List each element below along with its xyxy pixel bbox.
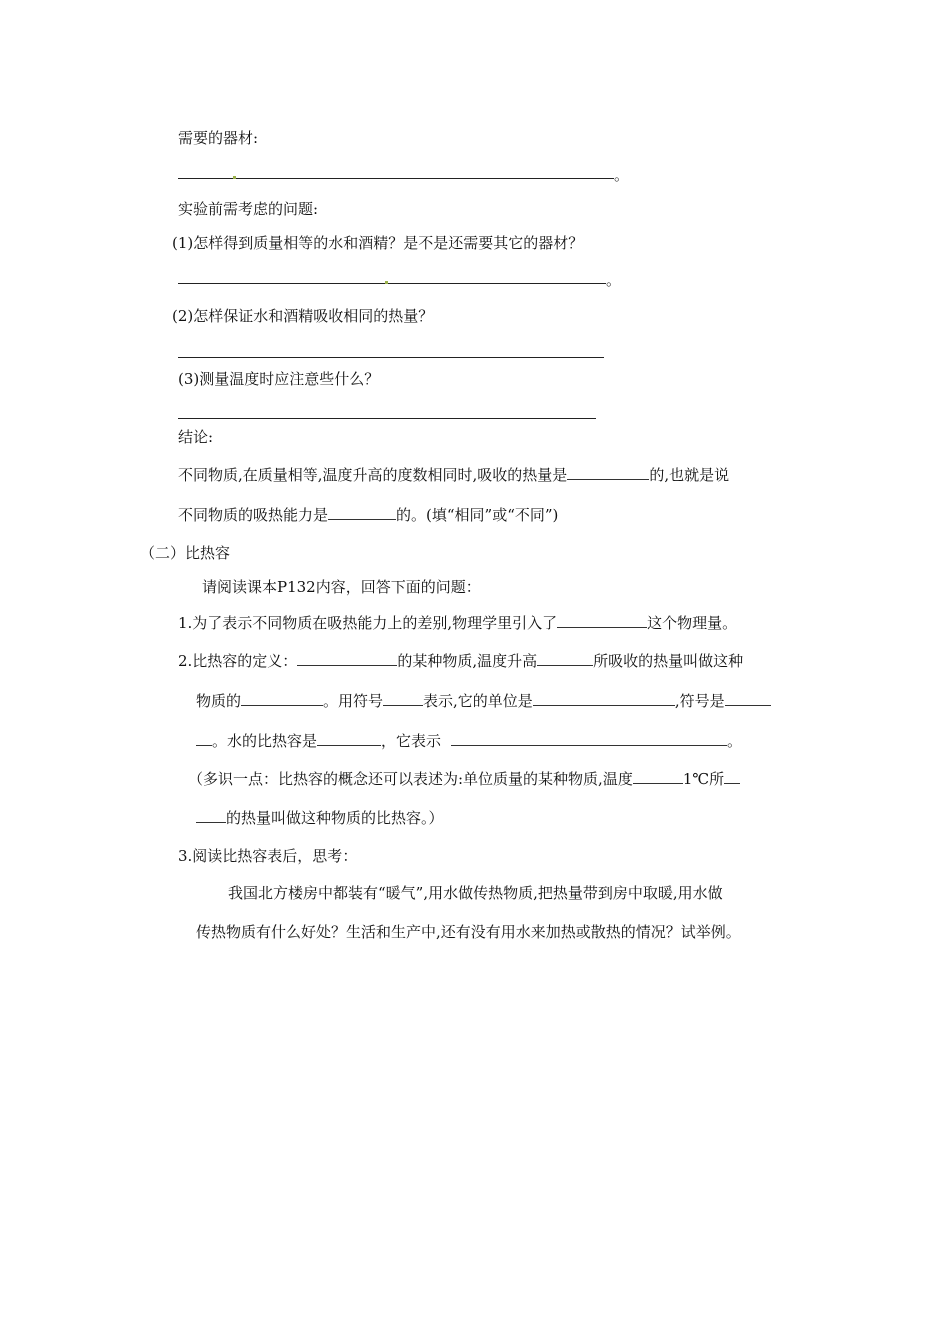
question-1: (1)怎样得到质量相等的水和酒精？是不是还需要其它的器材？ xyxy=(172,234,584,252)
item-2-text-3: 所吸收的热量叫做这种 xyxy=(593,652,744,670)
conclusion-text-3: 不同物质的吸热能力是 xyxy=(178,506,329,524)
item-2-line-3 xyxy=(196,731,742,751)
item-2-blank-6b[interactable] xyxy=(196,731,212,746)
conclusion-text-4: 的。(填“相同”或“不同”) xyxy=(396,506,559,524)
item-2-text-4: 物质的 xyxy=(196,692,242,710)
item-2-blank-4[interactable] xyxy=(383,691,423,706)
item-2-text-8: 。水的比热容是 xyxy=(212,732,318,750)
item-1-text-1: 1.为了表示不同物质在吸热能力上的差别,物理学里引入了 xyxy=(178,614,558,632)
equipment-answer-line[interactable] xyxy=(178,178,614,179)
item-2-blank-2[interactable] xyxy=(537,651,593,666)
item-2-blank-1[interactable] xyxy=(297,651,397,666)
conclusion-label: 结论: xyxy=(178,428,214,446)
item-3-heading: 3.阅读比热容表后，思考： xyxy=(178,847,358,865)
item-2-blank-3[interactable] xyxy=(241,691,323,706)
conclusion-line-1 xyxy=(178,465,729,485)
item-3-paragraph-line-2: 传热物质有什么好处？生活和生产中,还有没有用水来加热或散热的情况？试举例。 xyxy=(196,923,741,941)
item-2-text-6: 表示,它的单位是 xyxy=(423,692,533,710)
equipment-end: 。 xyxy=(614,166,630,184)
item-2-text-5: 。用符号 xyxy=(323,692,384,710)
question-3: (3)测量温度时应注意些什么？ xyxy=(178,370,380,388)
equipment-label: 需要的器材: xyxy=(178,129,259,147)
question-3-answer-line[interactable] xyxy=(178,418,596,419)
note-line-1 xyxy=(188,769,740,789)
note-blank-1[interactable] xyxy=(633,769,683,784)
item-2-text-2: 的某种物质,温度升高 xyxy=(397,652,538,670)
mark-dot xyxy=(385,281,388,284)
item-2-text-10: 。 xyxy=(727,732,743,750)
item-1-text-2: 这个物理量。 xyxy=(647,614,738,632)
section-heading: （二）比热容 xyxy=(140,544,231,562)
note-line-2 xyxy=(196,808,444,828)
note-blank-2[interactable] xyxy=(724,769,740,784)
question-2-answer-line[interactable] xyxy=(178,357,604,358)
item-2-blank-5[interactable] xyxy=(533,691,675,706)
question-1-end: 。 xyxy=(606,271,622,289)
conclusion-text-1: 不同物质,在质量相等,温度升高的度数相同时,吸收的热量是 xyxy=(178,466,568,484)
item-2-blank-6[interactable] xyxy=(725,691,771,706)
conclusion-text-2: 的,也就是说 xyxy=(649,466,730,484)
mark-dot xyxy=(233,176,236,179)
item-1-blank[interactable] xyxy=(557,613,647,628)
item-2-line-1 xyxy=(178,651,743,671)
item-2-text-9: ，它表示 xyxy=(381,732,442,750)
item-2-blank-8[interactable] xyxy=(451,731,727,746)
question-1-answer-line[interactable] xyxy=(178,283,606,284)
conclusion-line-2 xyxy=(178,505,558,525)
note-text-3: 的热量叫做这种物质的比热容。） xyxy=(226,809,444,827)
section-intro: 请阅读课本P132内容，回答下面的问题： xyxy=(202,578,481,596)
item-3-paragraph-line-1: 我国北方楼房中都装有“暖气”,用水做传热物质,把热量带到房中取暖,用水做 xyxy=(228,884,723,902)
note-text-2: 1℃所 xyxy=(682,770,725,788)
note-text-1: （多识一点：比热容的概念还可以表述为:单位质量的某种物质,温度 xyxy=(188,770,633,788)
item-1 xyxy=(178,613,737,633)
note-blank-2b[interactable] xyxy=(196,808,226,823)
question-2: (2)怎样保证水和酒精吸收相同的热量？ xyxy=(172,307,434,325)
item-2-blank-7[interactable] xyxy=(317,731,381,746)
item-2-line-2 xyxy=(196,691,771,711)
conclusion-blank-2[interactable] xyxy=(328,505,396,520)
questions-heading: 实验前需考虑的问题: xyxy=(178,200,319,218)
item-2-text-7: ,符号是 xyxy=(674,692,725,710)
conclusion-blank-1[interactable] xyxy=(567,465,649,480)
item-2-text-1: 2.比热容的定义： xyxy=(178,652,298,670)
